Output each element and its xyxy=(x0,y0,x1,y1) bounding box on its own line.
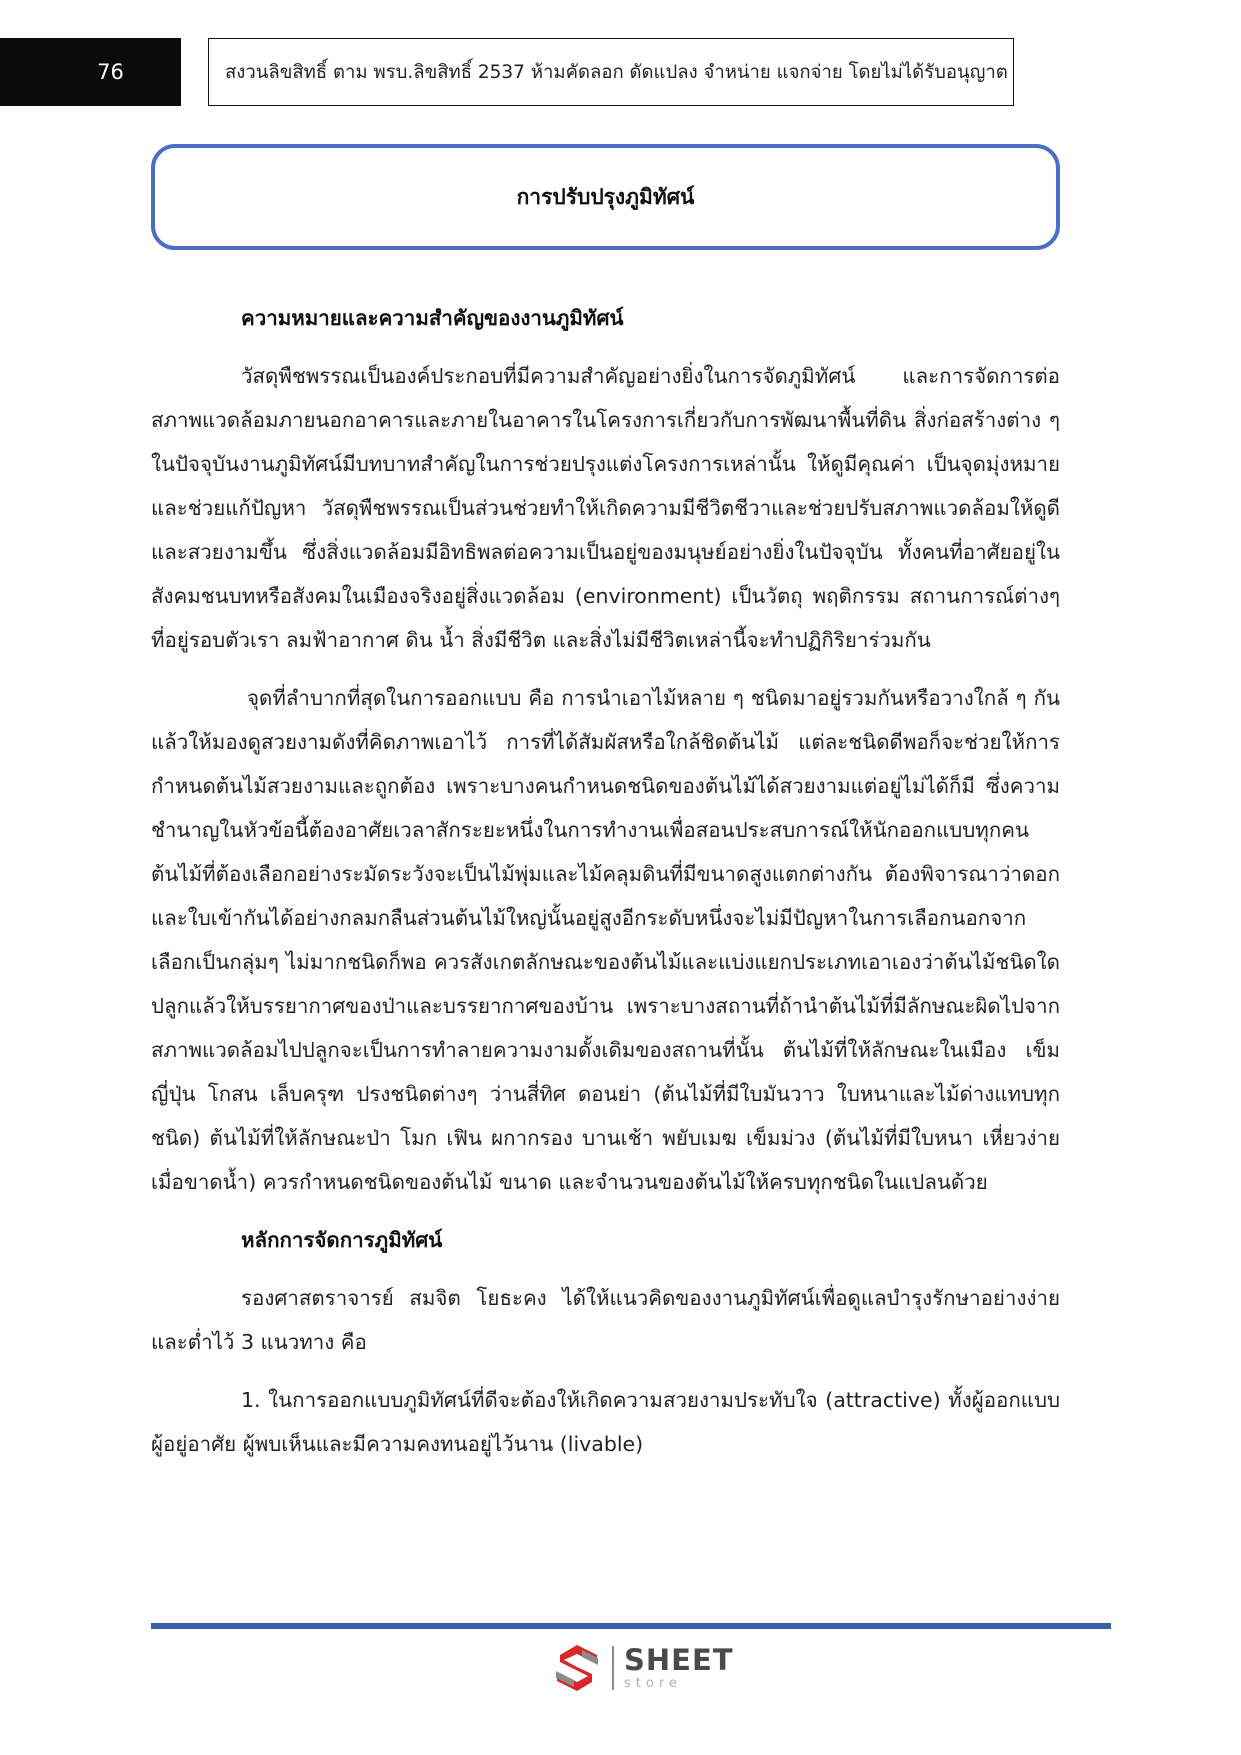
paragraph-meaning: วัสดุพืชพรรณเป็นองค์ประกอบที่มีความสำคัญอย่างยิ่งในการจัดภูมิทัศน์ และการจัดการต่อสภาพแวดล้อมภายนอกอาคารและภายในอาคารในโครงการเกี่ยวกับการพัฒนาพื้นที่ดิน สิ่งก่อสร้างต่าง ๆ ในปัจจุบันงานภูมิทัศน์มีบทบาทสำคัญในการช่วยปรุงแต่งโครงการเหล่านั้น ให้ดูมีคุณค่า เป็นจุดมุ่งหมายและช่วยแก้ปัญหา วัสดุพืชพรรณเป็นส่วนช่วยทำให้เกิดความมีชีวิตชีวาและช่วยปรับสภาพแวดล้อมให้ดูดีและสวยงามขึ้น ซึ่งสิ่งแวดล้อมมีอิทธิพลต่อความเป็นอยู่ของมนุษย์อย่างยิ่งในปัจจุบัน ทั้งคนที่อาศัยอยู่ในสังคมชนบทหรือสังคมในเมืองจริงอยู่สิ่งแวดล้อม (environment) เป็นวัตถุ พฤติกรรม สถานการณ์ต่างๆ ที่อยู่รอบตัวเรา ลมฟ้าอากาศ ดิน น้ำ สิ่งมีชีวิต และสิ่งไม่มีชีวิตเหล่านี้จะทำปฏิกิริยาร่วมกัน xyxy=(151,364,1060,652)
page-number-box xyxy=(0,38,181,106)
sheet-store-logo xyxy=(552,1640,734,1696)
document-body xyxy=(151,296,1060,1466)
page-title: การปรับปรุงภูมิทัศน์ xyxy=(516,184,695,209)
copyright-notice: สงวนลิขสิทธิ์ ตาม พรบ.ลิขสิทธิ์ 2537 ห้ามคัดลอก ดัดแปลง จำหน่าย แจกจ่าย โดยไม่ได้รับอนุญาต xyxy=(225,61,1008,83)
copyright-header xyxy=(208,38,1014,106)
section-heading-meaning: ความหมายและความสำคัญของงานภูมิทัศน์ xyxy=(241,306,624,330)
logo-text xyxy=(624,1643,734,1691)
paragraph-principle-1: 1. ในการออกแบบภูมิทัศน์ที่ดีจะต้องให้เกิดความสวยงามประทับใจ (attractive) ทั้งผู้ออกแบบ ผู้อยู่อาศัย ผู้พบเห็นและมีความคงทนอยู่ไว้นาน (livable) xyxy=(151,1388,1060,1456)
page-number: 76 xyxy=(97,60,124,84)
paragraph-principles-intro: รองศาสตราจารย์ สมจิต โยธะคง ได้ให้แนวคิดของงานภูมิทัศน์เพื่อดูแลบำรุงรักษาอย่างง่ายและต่ำไว้ 3 แนวทาง คือ xyxy=(151,1286,1060,1354)
logo-sub: store xyxy=(624,1676,682,1691)
section-heading-principles: หลักการจัดการภูมิทัศน์ xyxy=(241,1228,443,1252)
title-box xyxy=(151,144,1060,250)
logo-word: SHEET xyxy=(624,1643,734,1677)
paragraph-design-difficulty: จุดที่ลำบากที่สุดในการออกแบบ คือ การนำเอาไม้หลาย ๆ ชนิดมาอยู่รวมกันหรือวางใกล้ ๆ กันแล้วให้มองดูสวยงามดังที่คิดภาพเอาไว้ การที่ได้สัมผัสหรือใกล้ชิดต้นไม้ แต่ละชนิดดีพอก็จะช่วยให้การกำหนดต้นไม้สวยงามและถูกต้อง เพราะบางคนกำหนดชนิดของต้นไม้ได้สวยงามแต่อยู่ไม่ได้ก็มี ซึ่งความชำนาญในหัวข้อนี้ต้องอาศัยเวลาสักระยะหนึ่งในการทำงานเพื่อสอนประสบการณ์ให้นักออกแบบทุกคน ต้นไม้ที่ต้องเลือกอย่างระมัดระวังจะเป็นไม้พุ่มและไม้คลุมดินที่มีขนาดสูงแตกต่างกัน ต้องพิจารณาว่าดอกและใบเข้ากันได้อย่างกลมกลืนส่วนต้นไม้ใหญ่นั้นอยู่สูงอีกระดับหนึ่งจะไม่มีปัญหาในการเลือกนอกจากเลือกเป็นกลุ่มๆ ไม่มากชนิดก็พอ ควรสังเกตลักษณะของต้นไม้และแบ่งแยกประเภทเอาเองว่าต้นไม้ชนิดใดปลูกแล้วให้บรรยากาศของป่าและบรรยากาศของบ้าน เพราะบางสถานที่ถ้านำต้นไม้ที่มีลักษณะผิดไปจากสภาพแวดล้อมไปปลูกจะเป็นการทำลายความงามดั้งเดิมของสถานที่นั้น ต้นไม้ที่ให้ลักษณะในเมือง เข็มญี่ปุ่น โกสน เล็บครุฑ ปรงชนิดต่างๆ ว่านสี่ทิศ ดอนย่า (ต้นไม้ที่มีใบมันวาว ใบหนาและไม้ด่างแทบทุกชนิด) ต้นไม้ที่ให้ลักษณะป่า โมก เฟิน ผกากรอง บานเช้า พยับเมฆ เข็มม่วง (ต้นไม้ที่มีใบหนา เหี่ยวง่าย เมื่อขาดน้ำ) ควรกำหนดชนิดของต้นไม้ ขนาด และจำนวนของต้นไม้ให้ครบทุกชนิดในแปลนด้วย xyxy=(151,686,1060,1194)
sheet-store-s-logo-icon xyxy=(552,1642,602,1694)
logo-divider xyxy=(612,1646,614,1690)
footer-divider xyxy=(151,1623,1111,1629)
